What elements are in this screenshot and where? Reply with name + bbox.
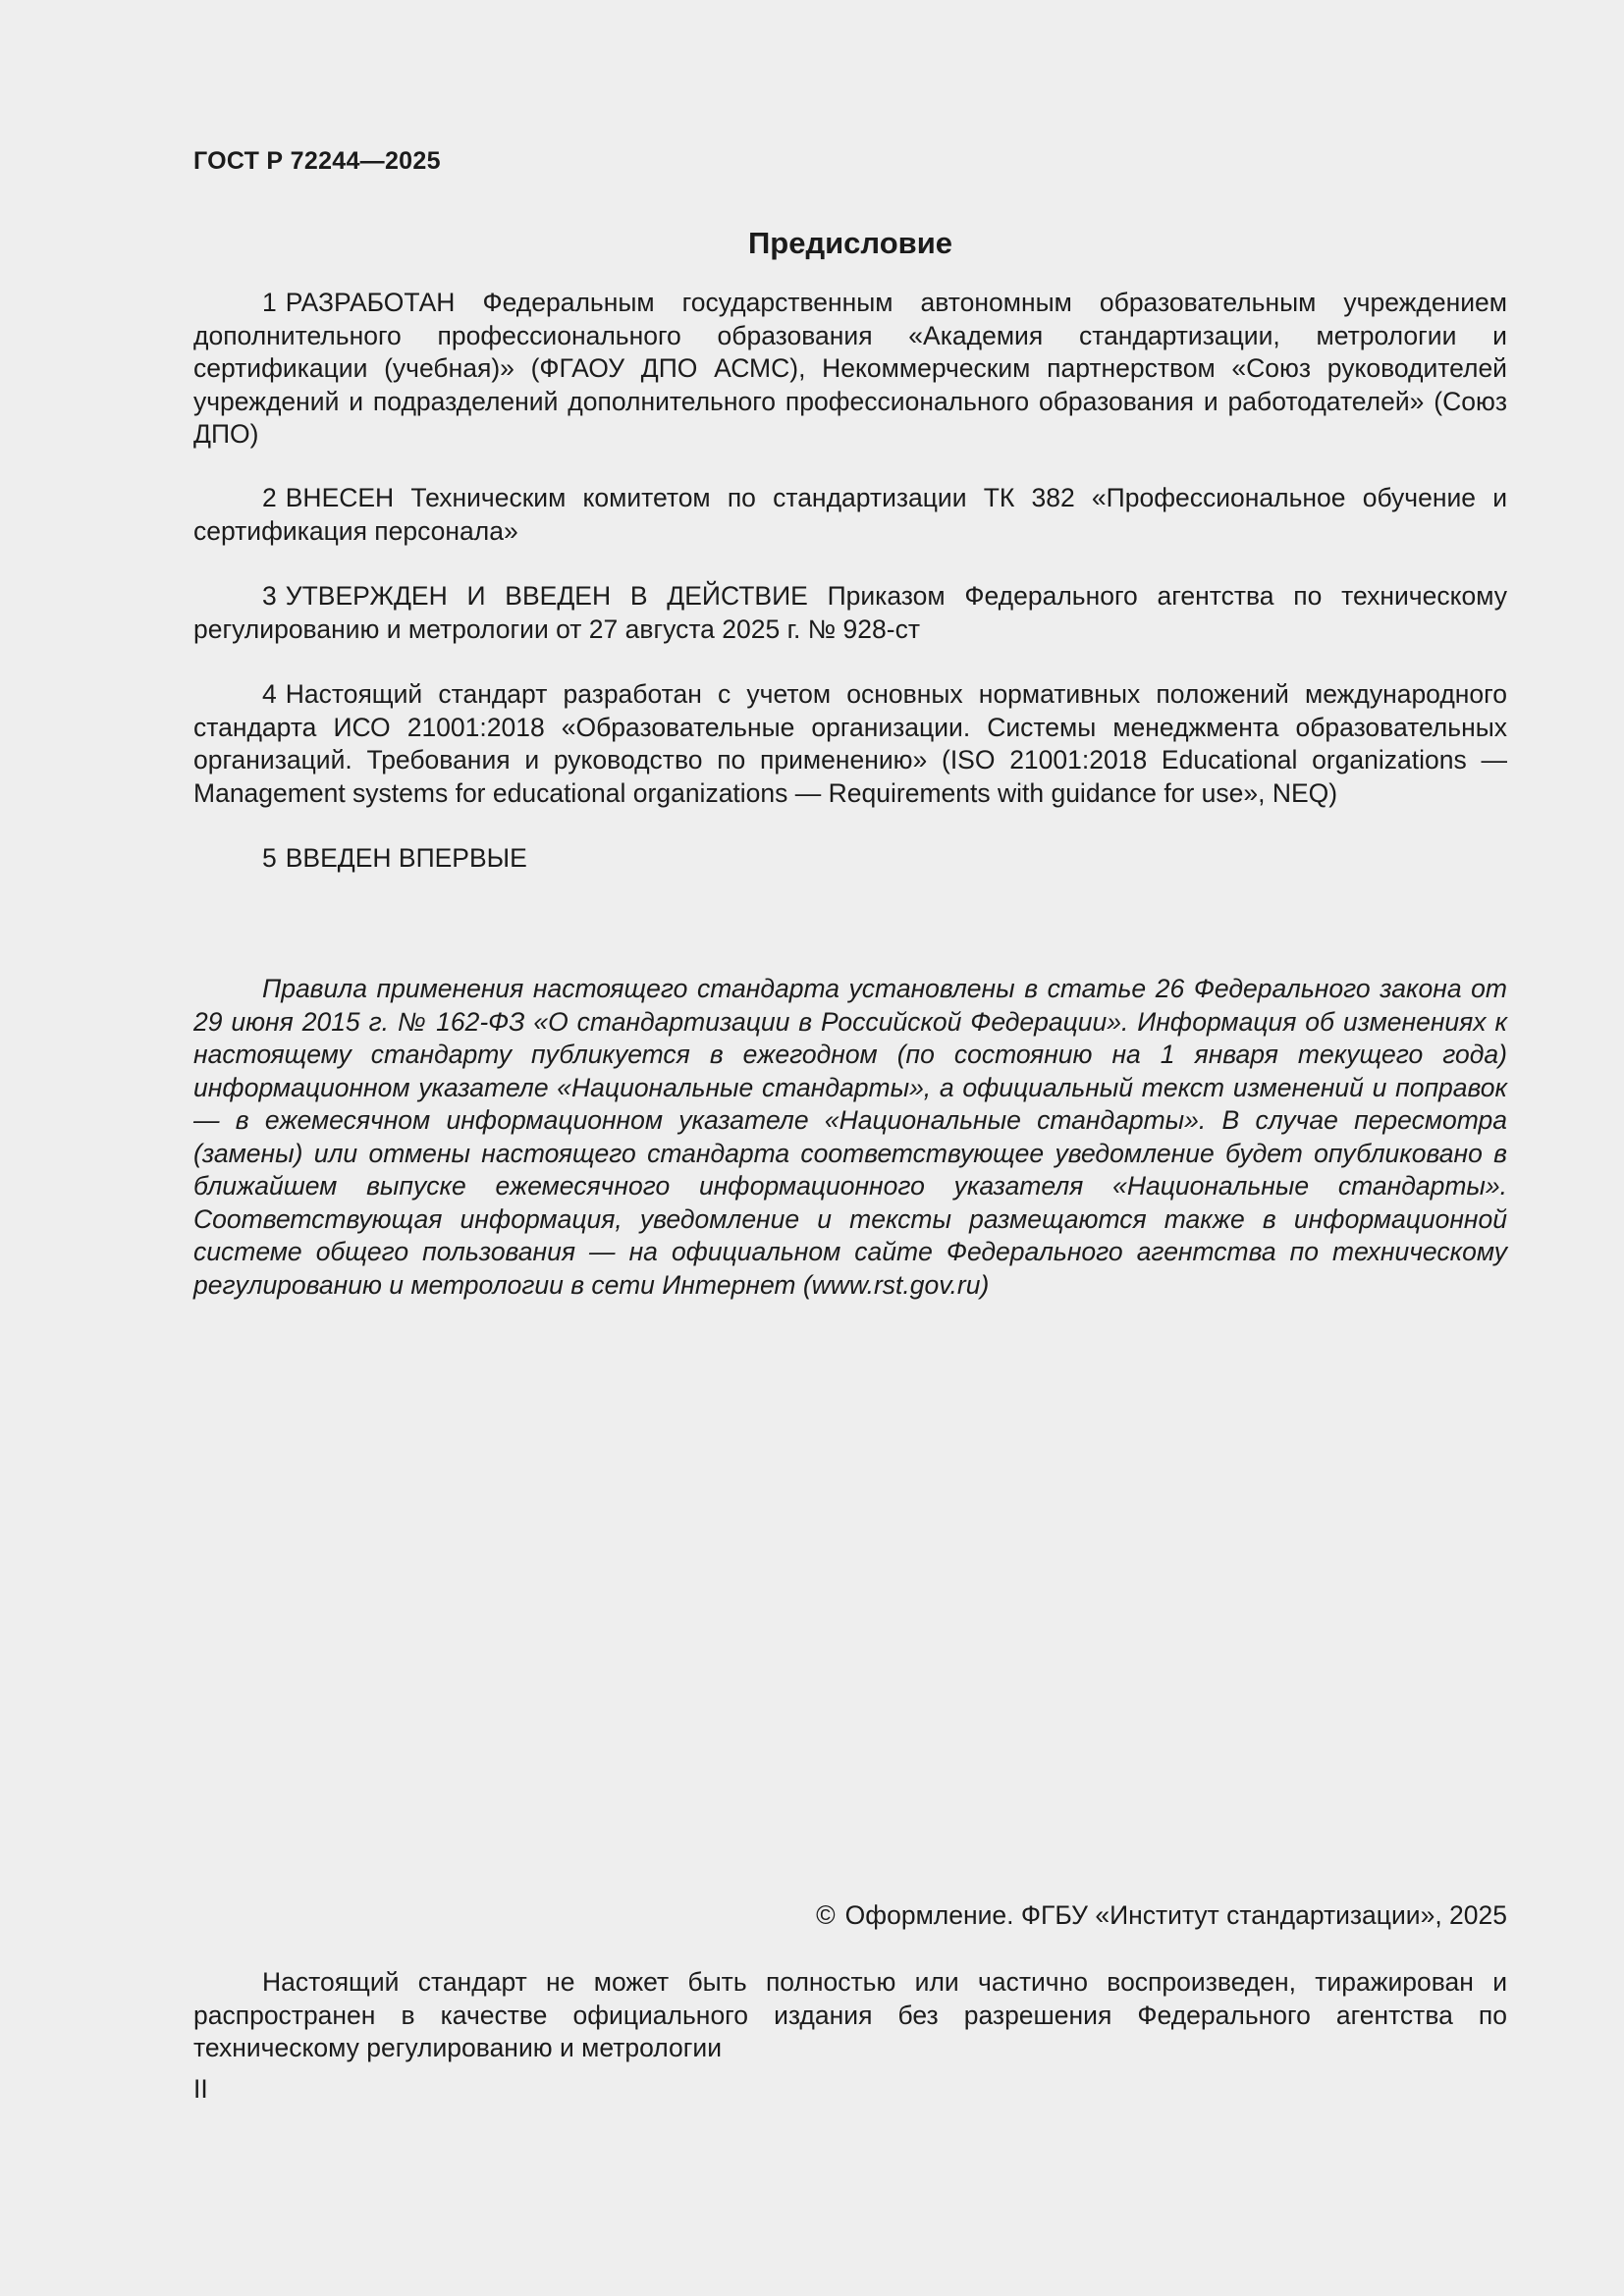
page-title: Предисловие xyxy=(747,226,952,260)
preface-item-1 xyxy=(193,287,1507,452)
item-number: 5 xyxy=(262,843,277,873)
document-page xyxy=(193,0,1507,2296)
item-number: 2 xyxy=(262,483,277,512)
page-number: II xyxy=(193,2074,208,2104)
item-text: Настоящий стандарт разработан с учетом основных нормативных положений международного стандарта ИСО 21001:2018 «Образовательные организации. Системы менеджмента образовательных организаций. Требования и руководство по применению» (ISO 21001:2018 Educational organizations — Management systems for educational organizations — Requirements with guidance for use», NEQ) xyxy=(193,679,1507,808)
item-number: 1 xyxy=(262,288,277,317)
reproduction-notice: Настоящий стандарт не может быть полностью или частично воспроизведен, тиражирован и распространен в качестве официального издания без разрешения Федерального агентства по техническому регулированию и метрологии xyxy=(193,1967,1507,2062)
rules-note: Правила применения настоящего стандарта установлены в статье 26 Федерального закона от 29 июня 2015 г. № 162-ФЗ «О стандартизации в Российской Федерации». Информация об изменениях к настоящему стандарту публикуется в ежегодном (по состоянию на 1 января текущего года) информационном указателе «Национальные стандарты», а официальный текст изменений и поправок — в ежемесячном информационном указателе «Национальные стандарты». В случае пересмотра (замены) или отмены настоящего стандарта соответствующее уведомление будет опубликовано в ближайшем выпуске ежемесячного информационного указателя «Национальные стандарты». Соответствующая информация, уведомление и тексты размещаются также в информационной системе общего пользования — на официальном сайте Федерального агентства по техническому регулированию и метрологии в сети Интернет (www.rst.gov.ru) xyxy=(193,974,1507,1300)
preface-item-2 xyxy=(193,482,1507,548)
item-number: 3 xyxy=(262,581,277,611)
item-text: РАЗРАБОТАН Федеральным государственным автономным образовательным учреждением дополнительного профессионального образования «Академия стандартизации, метрологии и сертификации (учебная)» (ФГАОУ ДПО АСМС), Некоммерческим партнерством «Союз руководителей учреждений и подразделений дополнительного профессионального образования и работодателей» (Союз ДПО) xyxy=(193,288,1507,449)
copyright-icon: © xyxy=(816,1900,836,1930)
preface-item-5 xyxy=(193,842,1507,876)
item-text: УТВЕРЖДЕН И ВВЕДЕН В ДЕЙСТВИЕ Приказом Федерального агентства по техническому регулированию и метрологии от 27 августа 2025 г. № 928-ст xyxy=(193,581,1507,644)
document-code: ГОСТ Р 72244—2025 xyxy=(193,147,441,175)
preface-item-3 xyxy=(193,580,1507,646)
item-number: 4 xyxy=(262,679,277,709)
item-text: ВВЕДЕН ВПЕРВЫЕ xyxy=(285,843,527,873)
preface-item-4 xyxy=(193,678,1507,810)
copyright-line xyxy=(816,1900,1507,1931)
copyright-text: Оформление. ФГБУ «Институт стандартизации», 2025 xyxy=(844,1900,1507,1930)
item-text: ВНЕСЕН Техническим комитетом по стандартизации ТК 382 «Профессиональное обучение и сертификация персонала» xyxy=(193,483,1507,546)
